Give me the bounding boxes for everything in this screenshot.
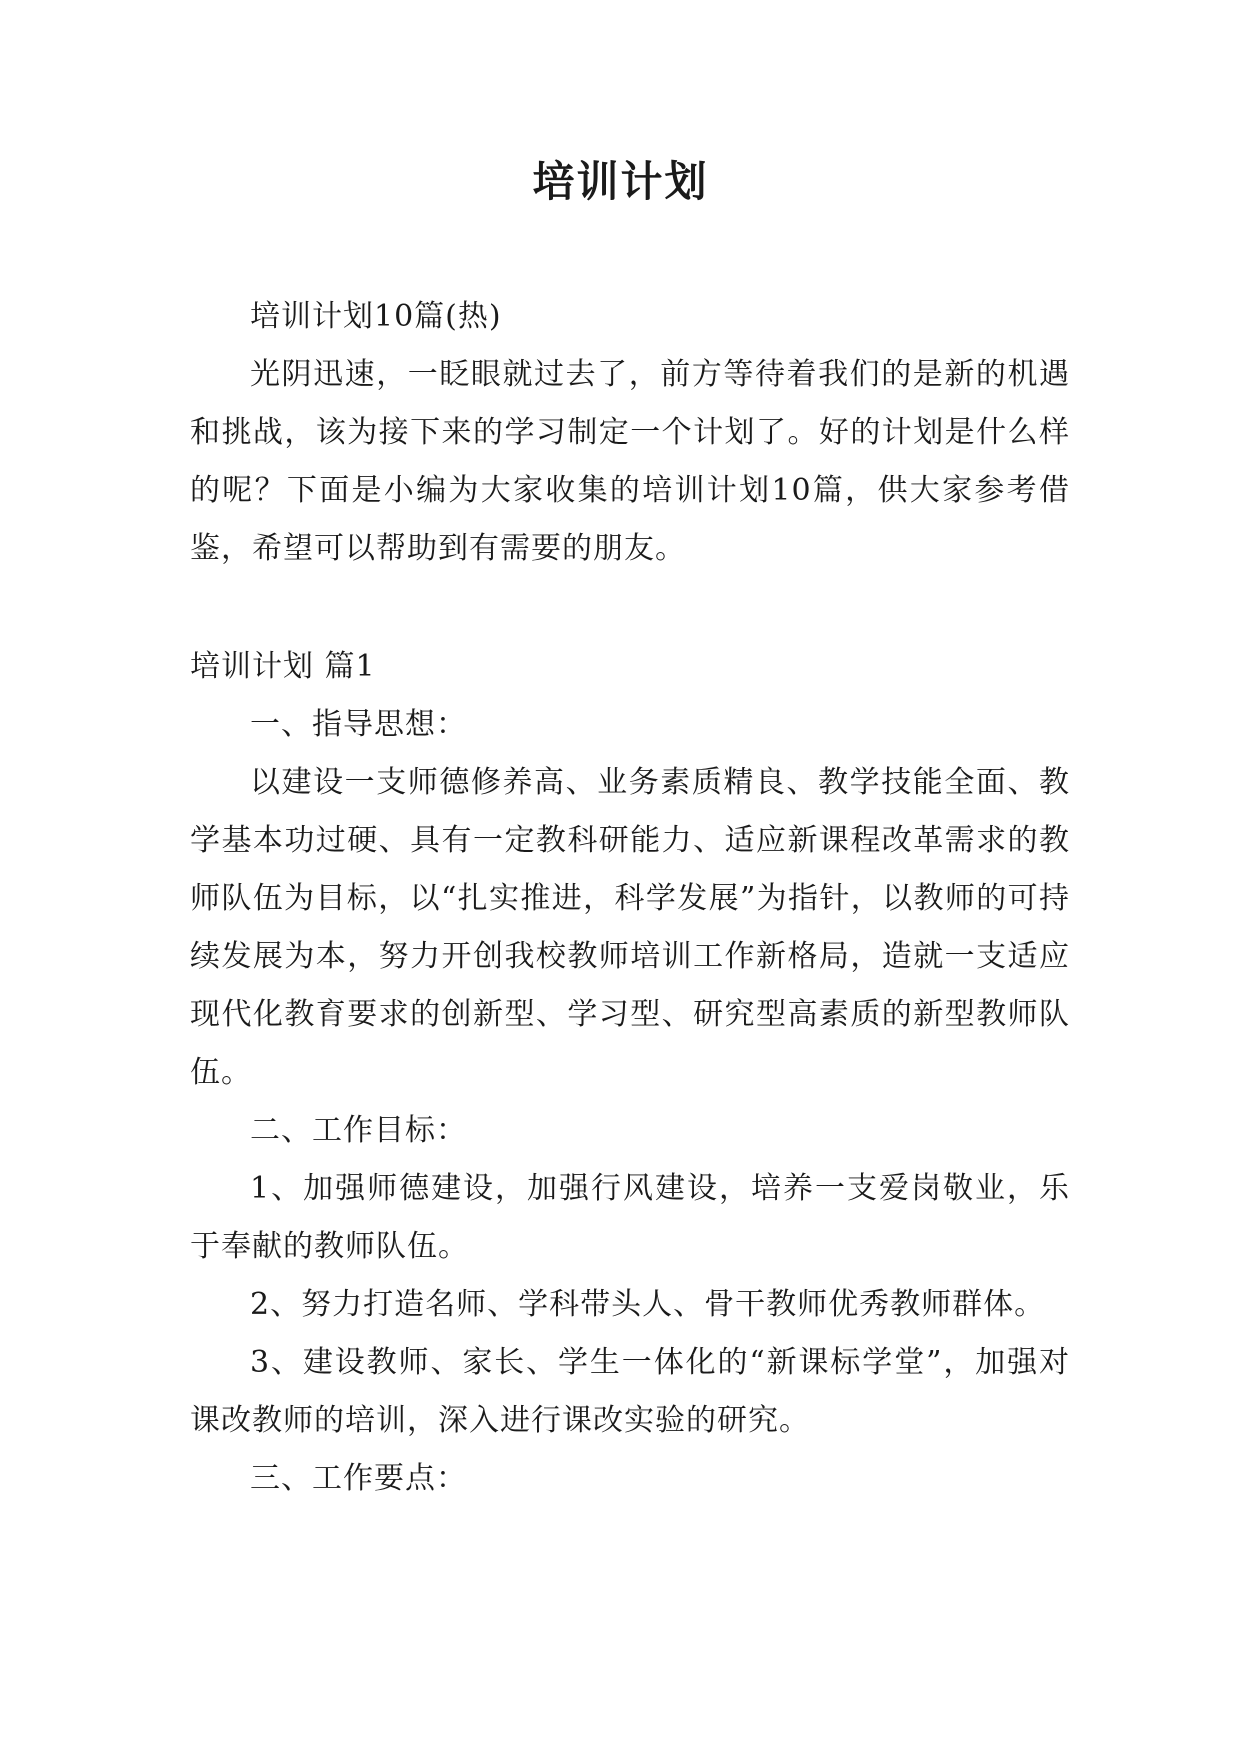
heading-work-goals: 二、工作目标： xyxy=(250,1113,467,1148)
goal-item-3: 3、建设教师、家长、学生一体化的“新课标学堂”，加强对课改教师的培训，深入进行课改实验的研究。 xyxy=(190,1345,1070,1438)
heading-work-points: 三、工作要点： xyxy=(250,1461,467,1496)
document-title: 培训计划 xyxy=(532,157,709,206)
section-heading: 培训计划 篇1 xyxy=(190,649,376,684)
heading-guiding-thought: 一、指导思想： xyxy=(250,707,467,742)
document-body xyxy=(190,288,1070,1508)
intro-paragraph: 光阴迅速，一眨眼就过去了，前方等待着我们的是新的机遇和挑战，该为接下来的学习制定一个计划了。好的计划是什么样的呢？下面是小编为大家收集的培训计划10篇，供大家参考借鉴，希望可以帮助到有需要的朋友。 xyxy=(190,357,1070,566)
document-subtitle: 培训计划10篇(热) xyxy=(250,299,502,334)
goal-item-2: 2、努力打造名师、学科带头人、骨干教师优秀教师群体。 xyxy=(250,1287,1046,1322)
paragraph-guiding-thought: 以建设一支师德修养高、业务素质精良、教学技能全面、教学基本功过硬、具有一定教科研能力、适应新课程改革需求的教师队伍为目标，以“扎实推进，科学发展”为指针，以教师的可持续发展为本，努力开创我校教师培训工作新格局，造就一支适应现代化教育要求的创新型、学习型、研究型高素质的新型教师队伍。 xyxy=(190,765,1070,1090)
goal-item-1: 1、加强师德建设，加强行风建设，培养一支爱岗敬业，乐于奉献的教师队伍。 xyxy=(190,1171,1070,1264)
section-spacer xyxy=(190,578,1070,638)
